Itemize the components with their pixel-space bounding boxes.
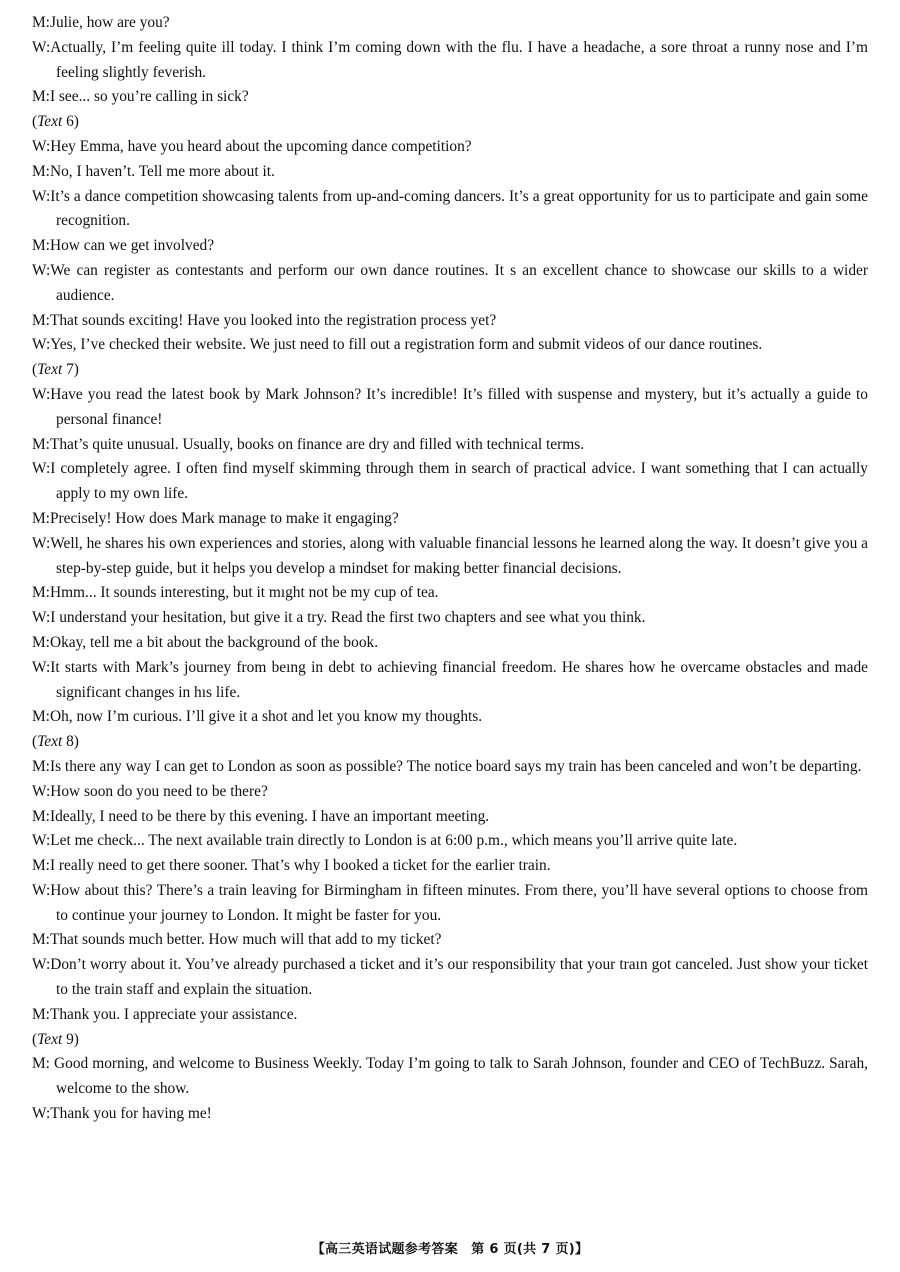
page-footer: 【高三英语试题参考答案 第 6 页(共 7 页)】 [311, 1242, 589, 1257]
dialogue-line: M: Good morning, and welcome to Business Weekly. Today I’m going to talk to Sarah Johnson, founder and CEO of TechBuzz. Sarah, welcome to the show. [32, 1055, 868, 1098]
dialogue-line: M:That sounds exciting! Have you looked into the registration process yet? [32, 311, 497, 329]
dialogue-line: W:How soon do you need to be there? [32, 782, 268, 800]
dialogue-line: M:Julie, how are you? [32, 14, 170, 31]
heading-number: 6) [62, 113, 79, 131]
dialogue-line: M:Precisely! How does Mark manage to make it engaging? [32, 509, 399, 527]
dialogue-line: W:Yes, I’ve checked their website. We just need to fill out a registration form and submit videos of our dance routines. [32, 336, 763, 354]
dialogue-line: M:How can we get involved? [32, 237, 215, 255]
dialogue-line: W:Well, he shares his own experiences and stories, along with valuable financial lessons he learned along the way. It doesn’t give you a step-by-step guide, but it helps you develop a mindset for making better financial decisions. [32, 534, 868, 577]
dialogue-line: M:I really need to get there sooner. That’s why I booked a ticket for the earlier train. [32, 857, 551, 875]
dialogue-line: M:Okay, tell me a bit about the background of the book. [32, 633, 379, 651]
transcript-body [32, 11, 868, 1127]
section-heading [32, 1028, 868, 1053]
dialogue-line: W:I understand your hesitation, but give it a try. Read the first two chapters and see what you think. [32, 609, 646, 627]
heading-open-paren: ( [32, 113, 38, 131]
dialogue-line: W:It starts with Mark’s journey from beıng in debt to achieving financial freedom. He shares how he overcame obstacles and made significant changes in hıs life. [32, 658, 868, 701]
dialogue-line: M:Is there any way I can get to London as soon as possible? The notice board says my train has been canceled and won’t be departing. [32, 757, 862, 775]
dialogue-line: W:It’s a dance competition showcasing talents from up-and-coming dancers. It’s a great opportunity for us to participate and gain some recognition. [32, 187, 868, 230]
heading-label: Text [37, 113, 63, 131]
heading-open-paren: ( [32, 361, 38, 379]
dialogue-line: M:Oh, now I’m curious. I’ll give it a shot and let you know my thoughts. [32, 708, 483, 726]
heading-open-paren: ( [32, 733, 38, 751]
dialogue-line: W:Thank you for having me! [32, 1105, 212, 1123]
heading-number: 7) [62, 361, 79, 379]
heading-label: Text [37, 361, 63, 379]
section-heading [32, 110, 868, 135]
dialogue-line: M:That sounds much better. How much will that add to my ticket? [32, 931, 442, 949]
dialogue-line: W:Have you read the latest book by Mark Johnson? It’s incredible! It’s filled with suspense and mystery, but it’s actually a guide to personal finance! [32, 385, 868, 428]
dialogue-line: W:Let me check... The next available train directly to London is at 6:00 p.m., which means you’ll arrive quite late. [32, 832, 738, 850]
dialogue-line: W:How about this? There’s a train leaving for Birmingham in fifteen minutes. From there, you’ll have several options to choose from to continue your journey to London. It might be faster for you. [32, 881, 868, 924]
dialogue-line: M:No, I haven’t. Tell me more about it. [32, 162, 275, 180]
heading-number: 8) [62, 733, 79, 751]
heading-label: Text [37, 733, 63, 751]
dialogue-line: M:I see... so you’re calling in sick? [32, 88, 249, 106]
dialogue-line: M:Ideally, I need to be there by this evening. I have an important meeting. [32, 807, 490, 825]
section-heading [32, 730, 868, 755]
heading-number: 9) [62, 1030, 79, 1048]
dialogue-line: W:Hey Emma, have you heard about the upcoming dance competition? [32, 137, 472, 155]
dialogue-line: M:That’s quite unusual. Usually, books on finance are dry and filled with technical terms. [32, 435, 585, 453]
section-heading [32, 358, 868, 383]
dialogue-line: M:Thank you. I appreciate your assistance. [32, 1005, 298, 1023]
dialogue-line: W:We can register as contestants and perform our own dance routines. It s an excellent chance to showcase our skills to a wider audience. [32, 261, 868, 304]
dialogue-line: M:Hmm... It sounds interesting, but it mıght not be my cup of tea. [32, 584, 439, 602]
dialogue-line: W:Don’t worry about it. You’ve already purchased a ticket and it’s our responsibility that your traın got canceled. Just show your ticket to the train staff and explain the situation. [32, 956, 868, 999]
heading-open-paren: ( [32, 1030, 38, 1048]
dialogue-line: W:Actually, I’m feeling quite ill today. I think I’m coming down with the flu. I have a headache, a sore throat a runny nose and I’m feeling slightly feverish. [32, 38, 868, 81]
heading-label: Text [37, 1030, 63, 1048]
dialogue-line: W:I completely agree. I often find myself skimming through them in search of practical advice. I want something that I can actually apply to my own life. [32, 460, 868, 503]
